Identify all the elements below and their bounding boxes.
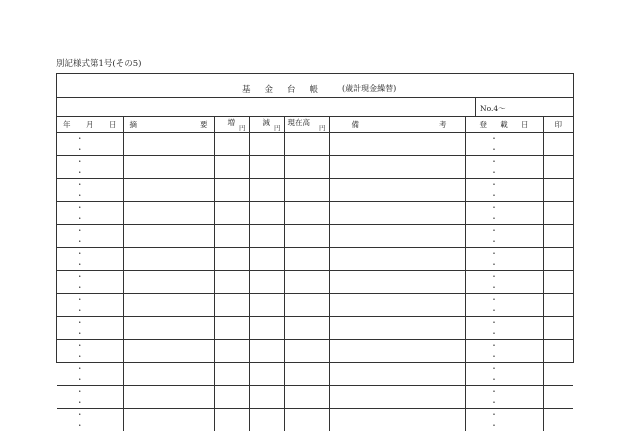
date-cell[interactable]: ・ ・ (57, 202, 123, 225)
register-date-cell[interactable]: ・ ・ (465, 225, 543, 248)
number-label: No.4〜 (480, 104, 506, 113)
header-summary-left: 摘 (129, 119, 137, 129)
increase-cell[interactable] (214, 409, 249, 432)
balance-cell[interactable] (284, 225, 329, 248)
ledger-title: 基金台帳 (242, 85, 333, 95)
header-register-date (465, 116, 543, 133)
summary-cell[interactable] (123, 133, 214, 156)
header-register-1: 登 (479, 119, 487, 129)
increase-cell[interactable] (214, 340, 249, 363)
table-row (57, 225, 573, 248)
header-remarks (329, 116, 465, 133)
header-register-2: 載 (500, 119, 508, 129)
summary-cell[interactable] (123, 363, 214, 386)
register-date-cell[interactable]: ・ ・ (465, 133, 543, 156)
remarks-cell[interactable] (329, 179, 465, 202)
header-balance (284, 116, 329, 133)
header-date (57, 116, 123, 133)
remarks-cell[interactable] (329, 294, 465, 317)
register-date-cell[interactable]: ・ ・ (465, 271, 543, 294)
increase-cell[interactable] (214, 294, 249, 317)
table-row (57, 363, 573, 386)
table-row (57, 409, 573, 432)
date-cell[interactable]: ・ ・ (57, 340, 123, 363)
date-cell[interactable]: ・ ・ (57, 317, 123, 340)
seal-cell[interactable] (543, 294, 573, 317)
decrease-cell[interactable] (249, 386, 284, 409)
remarks-cell[interactable] (329, 340, 465, 363)
date-cell[interactable]: ・ ・ (57, 294, 123, 317)
register-date-cell[interactable]: ・ ・ (465, 386, 543, 409)
decrease-cell[interactable] (249, 225, 284, 248)
remarks-cell[interactable] (329, 156, 465, 179)
remarks-cell[interactable] (329, 248, 465, 271)
register-date-cell[interactable]: ・ ・ (465, 156, 543, 179)
date-cell[interactable]: ・ ・ (57, 156, 123, 179)
seal-cell[interactable] (543, 133, 573, 156)
header-decrease (249, 116, 284, 133)
decrease-cell[interactable] (249, 271, 284, 294)
balance-cell[interactable] (284, 179, 329, 202)
remarks-cell[interactable] (329, 386, 465, 409)
seal-cell[interactable] (543, 271, 573, 294)
table-row (57, 179, 573, 202)
header-summary-right: 要 (200, 119, 208, 129)
remarks-cell[interactable] (329, 409, 465, 432)
table-row (57, 386, 573, 409)
increase-cell[interactable] (214, 363, 249, 386)
number-row (57, 97, 573, 117)
table-row (57, 248, 573, 271)
summary-cell[interactable] (123, 202, 214, 225)
remarks-cell[interactable] (329, 363, 465, 386)
header-remarks-right: 考 (439, 119, 447, 129)
table-row (57, 271, 573, 294)
seal-cell[interactable] (543, 409, 573, 432)
balance-cell[interactable] (284, 386, 329, 409)
seal-cell[interactable] (543, 202, 573, 225)
remarks-cell[interactable] (329, 202, 465, 225)
increase-cell[interactable] (214, 179, 249, 202)
date-cell[interactable]: ・ ・ (57, 271, 123, 294)
date-cell[interactable]: ・ ・ (57, 386, 123, 409)
table-row (57, 317, 573, 340)
seal-cell[interactable] (543, 248, 573, 271)
seal-cell[interactable] (543, 386, 573, 409)
header-day: 日 (109, 119, 117, 129)
header-register-3: 日 (521, 119, 529, 129)
ledger-body (57, 133, 573, 432)
date-cell[interactable]: ・ ・ (57, 409, 123, 432)
table-row (57, 294, 573, 317)
summary-cell[interactable] (123, 248, 214, 271)
register-date-cell[interactable]: ・ ・ (465, 294, 543, 317)
seal-cell[interactable] (543, 225, 573, 248)
header-balance-yen: 円 (319, 124, 326, 132)
decrease-cell[interactable] (249, 340, 284, 363)
balance-cell[interactable] (284, 409, 329, 432)
register-date-cell[interactable]: ・ ・ (465, 202, 543, 225)
summary-cell[interactable] (123, 317, 214, 340)
date-cell[interactable]: ・ ・ (57, 133, 123, 156)
summary-cell[interactable] (123, 409, 214, 432)
remarks-cell[interactable] (329, 133, 465, 156)
seal-cell[interactable] (543, 156, 573, 179)
remarks-cell[interactable] (329, 271, 465, 294)
register-date-cell[interactable]: ・ ・ (465, 409, 543, 432)
date-cell[interactable]: ・ ・ (57, 179, 123, 202)
summary-cell[interactable] (123, 294, 214, 317)
date-cell[interactable]: ・ ・ (57, 363, 123, 386)
ledger-frame (56, 73, 574, 430)
header-balance-label: 現在高 (287, 118, 310, 127)
register-date-cell[interactable]: ・ ・ (465, 248, 543, 271)
increase-cell[interactable] (214, 225, 249, 248)
decrease-cell[interactable] (249, 133, 284, 156)
balance-cell[interactable] (284, 271, 329, 294)
balance-cell[interactable] (284, 340, 329, 363)
date-cell[interactable]: ・ ・ (57, 225, 123, 248)
decrease-cell[interactable] (249, 156, 284, 179)
decrease-cell[interactable] (249, 294, 284, 317)
balance-cell[interactable] (284, 317, 329, 340)
seal-cell[interactable] (543, 317, 573, 340)
increase-cell[interactable] (214, 271, 249, 294)
ledger-subtitle: (歳計現金繰替) (342, 84, 397, 93)
increase-cell[interactable] (214, 317, 249, 340)
header-summary (123, 116, 214, 133)
register-date-cell[interactable]: ・ ・ (465, 340, 543, 363)
balance-cell[interactable] (284, 248, 329, 271)
title-row (57, 74, 573, 98)
table-row (57, 156, 573, 179)
register-date-cell[interactable]: ・ ・ (465, 317, 543, 340)
balance-cell[interactable] (284, 294, 329, 317)
table-row (57, 202, 573, 225)
table-row (57, 340, 573, 363)
summary-cell[interactable] (123, 179, 214, 202)
balance-cell[interactable] (284, 133, 329, 156)
header-decrease-label: 減 (262, 118, 270, 127)
summary-cell[interactable] (123, 386, 214, 409)
decrease-cell[interactable] (249, 179, 284, 202)
summary-cell[interactable] (123, 156, 214, 179)
remarks-cell[interactable] (329, 317, 465, 340)
register-date-cell[interactable]: ・ ・ (465, 363, 543, 386)
increase-cell[interactable] (214, 133, 249, 156)
summary-cell[interactable] (123, 340, 214, 363)
decrease-cell[interactable] (249, 409, 284, 432)
decrease-cell[interactable] (249, 317, 284, 340)
increase-cell[interactable] (214, 386, 249, 409)
summary-cell[interactable] (123, 271, 214, 294)
summary-cell[interactable] (123, 225, 214, 248)
balance-cell[interactable] (284, 156, 329, 179)
balance-cell[interactable] (284, 202, 329, 225)
date-cell[interactable]: ・ ・ (57, 248, 123, 271)
seal-cell[interactable] (543, 363, 573, 386)
decrease-cell[interactable] (249, 363, 284, 386)
header-seal: 印 (543, 116, 573, 133)
header-increase-label: 増 (227, 118, 235, 127)
number-box (475, 97, 574, 116)
decrease-cell[interactable] (249, 202, 284, 225)
header-row (57, 116, 573, 133)
header-increase (214, 116, 249, 133)
form-number-label: 別記様式第1号(その5) (56, 59, 142, 69)
increase-cell[interactable] (214, 202, 249, 225)
decrease-cell[interactable] (249, 248, 284, 271)
header-decrease-yen: 円 (274, 124, 281, 132)
ledger-table (57, 116, 573, 431)
remarks-cell[interactable] (329, 225, 465, 248)
header-month: 月 (86, 119, 94, 129)
header-year: 年 (63, 119, 71, 129)
increase-cell[interactable] (214, 156, 249, 179)
seal-cell[interactable] (543, 179, 573, 202)
header-increase-yen: 円 (239, 124, 246, 132)
seal-cell[interactable] (543, 340, 573, 363)
table-row (57, 133, 573, 156)
increase-cell[interactable] (214, 248, 249, 271)
balance-cell[interactable] (284, 363, 329, 386)
register-date-cell[interactable]: ・ ・ (465, 179, 543, 202)
header-remarks-left: 備 (351, 119, 359, 129)
